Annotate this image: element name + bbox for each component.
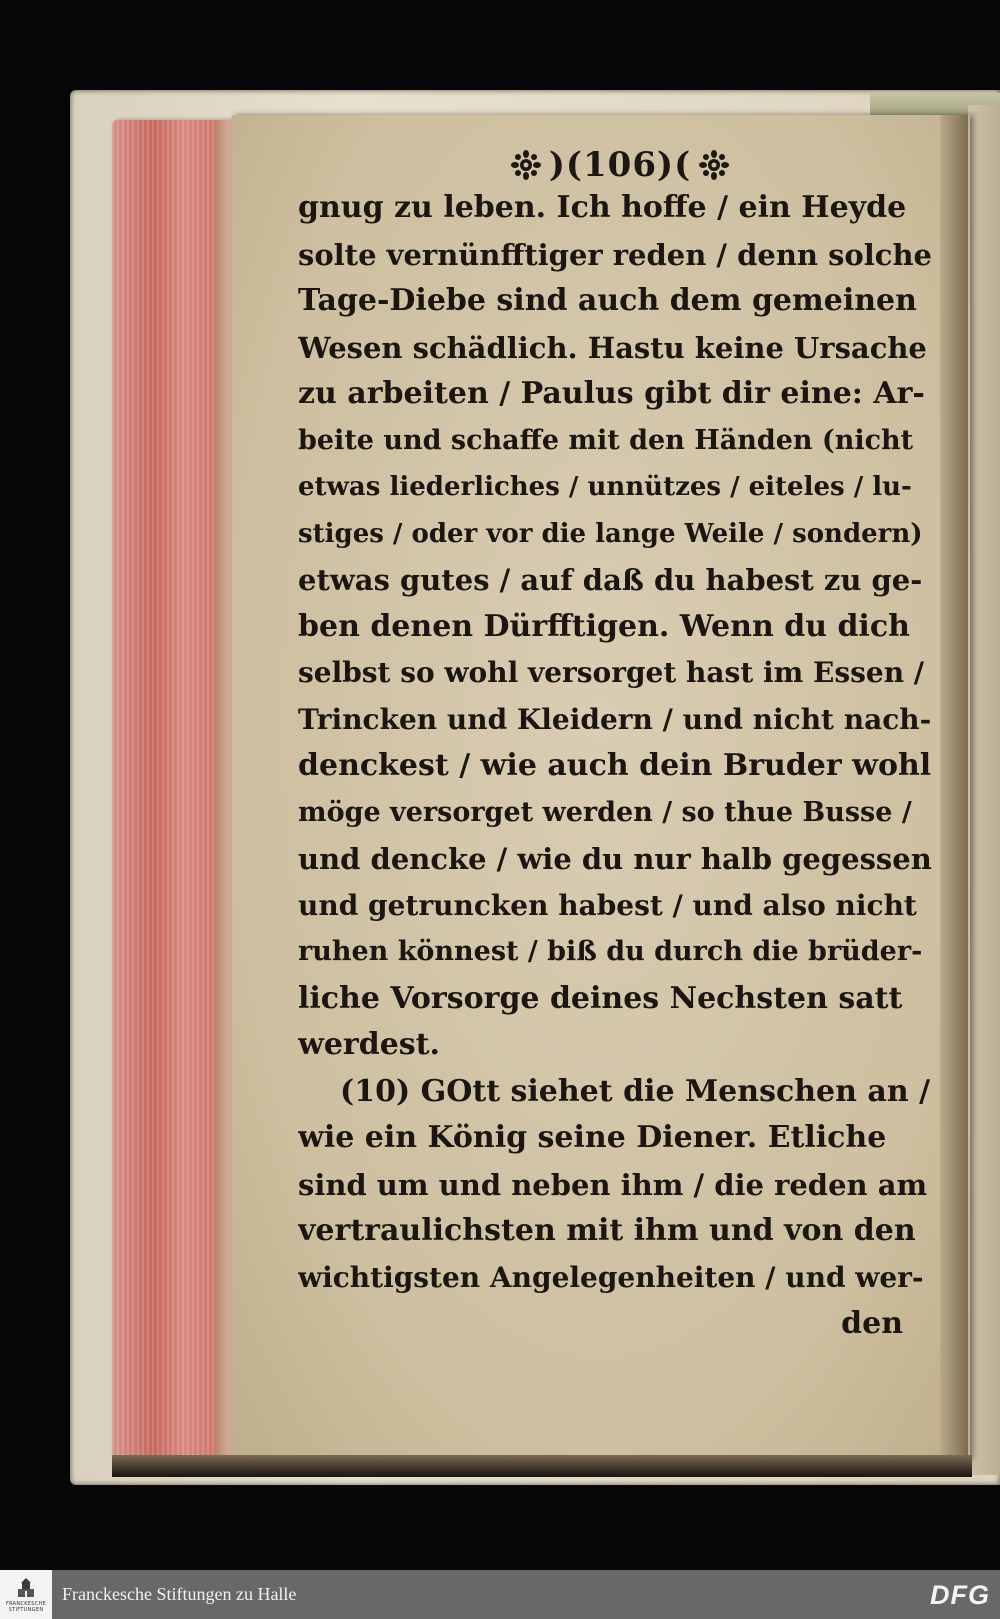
text-line: Wesen schädlich. Hastu keine Ursache (298, 330, 927, 365)
text-line: vertraulichsten mit ihm und von den (298, 1213, 916, 1248)
text-line: wichtigsten Angelegenheiten / und wer- (298, 1260, 924, 1294)
text-line: werdest. (298, 1027, 440, 1062)
flower-ornament-icon (699, 150, 729, 180)
page-gutter (940, 115, 968, 1460)
bottom-shadow (112, 1455, 972, 1477)
page-body-text (298, 185, 933, 1348)
page-block-edge (112, 120, 232, 1460)
text-line: Trincken und Kleidern / und nicht nach- (298, 702, 932, 736)
flower-ornament-icon (511, 150, 541, 180)
text-line: ruhen könnest / biß du durch die brüder- (298, 936, 923, 967)
viewer-footer (0, 1570, 1000, 1619)
text-line: möge versorget werden / so thue Busse / (298, 796, 912, 828)
institution-name[interactable]: Franckesche Stiftungen zu Halle (62, 1584, 297, 1604)
catchword: den (841, 1306, 903, 1341)
text-line: beite und schaffe mit den Händen (nicht (298, 424, 914, 456)
logo-caption: FRANCKESCHE STIFTUNGEN (5, 1600, 47, 1613)
text-line: (10) GOtt siehet die Menschen an / (340, 1073, 931, 1109)
text-line: denckest / wie auch dein Bruder wohl (298, 748, 932, 783)
text-line: solte vernünfftiger reden / denn solche (298, 237, 932, 272)
text-line: und getruncken habest / und also nicht (298, 888, 917, 922)
text-line: sind um und neben ihm / die reden am (298, 1167, 928, 1202)
text-line: liche Vorsorge deines Nechsten satt (298, 980, 903, 1016)
text-line: zu arbeiten / Paulus gibt dir eine: Ar- (298, 376, 925, 411)
text-line: wie ein König seine Diener. Etliche (298, 1120, 887, 1155)
text-line: und dencke / wie du nur halb gegessen (298, 842, 932, 876)
text-line: ben denen Dürfftigen. Wenn du dich (298, 608, 910, 644)
institution-logo[interactable] (0, 1570, 52, 1619)
building-icon (15, 1577, 37, 1601)
right-leaf (968, 105, 1000, 1475)
page-edge-inner (215, 120, 233, 1460)
text-line: stiges / oder vor die lange Weile / sondern) (298, 518, 923, 549)
text-line: gnug zu leben. Ich hoffe / ein Heyde (298, 190, 907, 225)
text-line: selbst so wohl versorget hast im Essen / (298, 656, 925, 689)
page-header (500, 140, 740, 190)
text-line: Tage-Diebe sind auch dem gemeinen (298, 283, 917, 318)
dfg-logo[interactable]: DFG (930, 1580, 990, 1610)
text-line: etwas liederliches / unnützes / eiteles / lu- (298, 472, 912, 502)
text-line: etwas gutes / auf daß du habest zu ge- (298, 563, 923, 597)
page-number: )(106)( (548, 145, 692, 185)
